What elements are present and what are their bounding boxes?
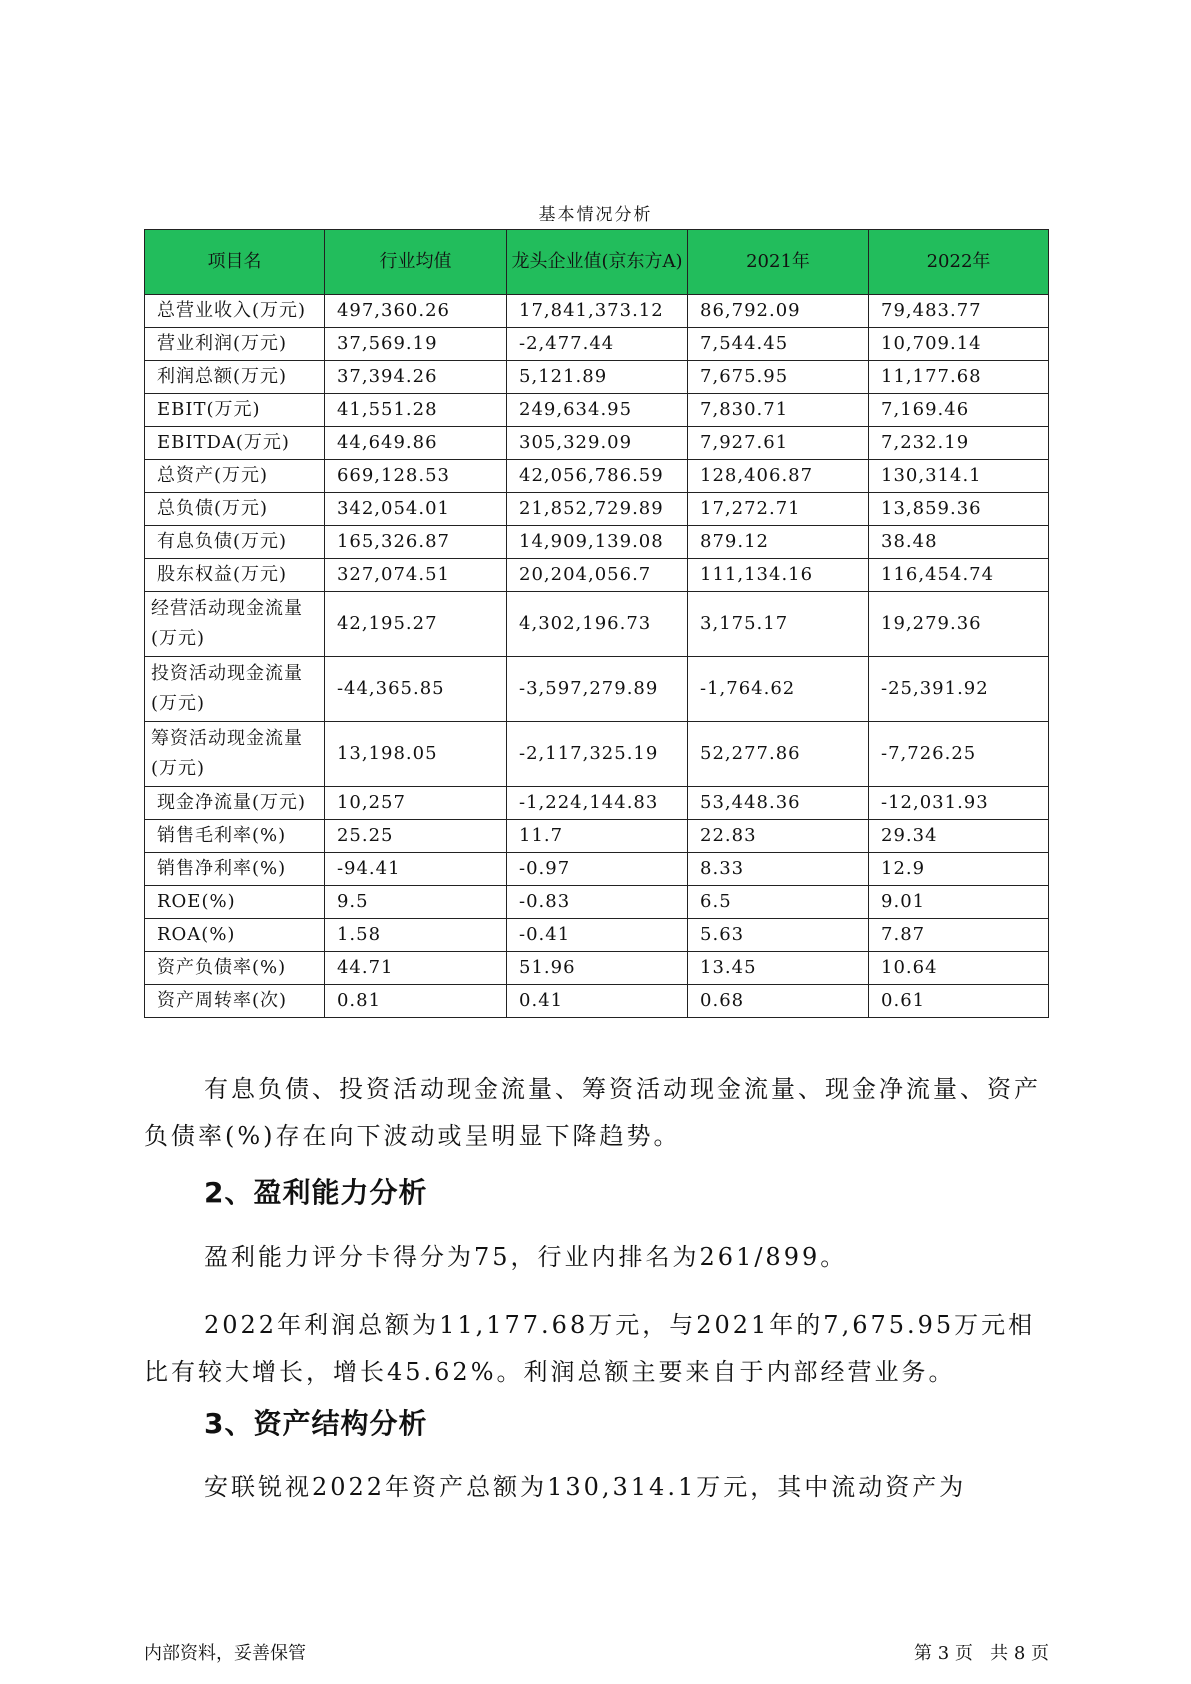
table-row xyxy=(145,361,1049,394)
cell-2022: 19,279.36 xyxy=(869,592,1049,657)
paragraph-score: 盈利能力评分卡得分为75，行业内排名为261/899。 xyxy=(204,1243,848,1271)
cell-industry-avg: 42,195.27 xyxy=(324,592,506,657)
cell-industry-avg: -44,365.85 xyxy=(324,657,506,722)
cell-industry-avg: 44,649.86 xyxy=(324,427,506,460)
cell-2021: 53,448.36 xyxy=(688,787,869,820)
cell-2022: -7,726.25 xyxy=(869,722,1049,787)
row-label: 经营活动现金流量(万元) xyxy=(145,592,325,657)
cell-leader-value: 17,841,373.12 xyxy=(507,295,688,328)
row-label: 现金净流量(万元) xyxy=(145,787,325,820)
cell-industry-avg: 497,360.26 xyxy=(324,295,506,328)
row-label: 总资产(万元) xyxy=(145,460,325,493)
page-current: 3 xyxy=(937,1643,950,1664)
cell-2021: 7,927.61 xyxy=(688,427,869,460)
cell-2021: 8.33 xyxy=(688,853,869,886)
cell-leader-value: -3,597,279.89 xyxy=(507,657,688,722)
cell-2021: 879.12 xyxy=(688,526,869,559)
paragraph-profit-growth: 2022年利润总额为11,177.68万元，与2021年的7,675.95万元相比有较大增长，增长45.62%。利润总额主要来自于内部经营业务。 xyxy=(144,1311,1036,1386)
cell-2022: 13,859.36 xyxy=(869,493,1049,526)
cell-2022: 9.01 xyxy=(869,886,1049,919)
cell-2021: 13.45 xyxy=(688,952,869,985)
cell-2021: 5.63 xyxy=(688,919,869,952)
cell-leader-value: -2,477.44 xyxy=(507,328,688,361)
footer-confidential-note: 内部资料，妥善保管 xyxy=(144,1643,306,1664)
row-label: 利润总额(万元) xyxy=(145,361,325,394)
cell-leader-value: 11.7 xyxy=(507,820,688,853)
section-heading-asset-structure: 3、资产结构分析 xyxy=(204,1407,428,1440)
row-label: 总负债(万元) xyxy=(145,493,325,526)
paragraph-total-assets: 安联锐视2022年资产总额为130,314.1万元，其中流动资产为 xyxy=(204,1473,967,1501)
section-heading-profitability: 2、盈利能力分析 xyxy=(204,1176,428,1209)
cell-industry-avg: -94.41 xyxy=(324,853,506,886)
cell-2021: 6.5 xyxy=(688,886,869,919)
cell-2021: 17,272.71 xyxy=(688,493,869,526)
cell-2021: -1,764.62 xyxy=(688,657,869,722)
cell-leader-value: 0.41 xyxy=(507,985,688,1018)
cell-2021: 7,544.45 xyxy=(688,328,869,361)
cell-leader-value: -0.83 xyxy=(507,886,688,919)
cell-leader-value: 249,634.95 xyxy=(507,394,688,427)
table-row xyxy=(145,787,1049,820)
cell-leader-value: 20,204,056.7 xyxy=(507,559,688,592)
cell-leader-value: 14,909,139.08 xyxy=(507,526,688,559)
cell-2022: 29.34 xyxy=(869,820,1049,853)
cell-leader-value: 42,056,786.59 xyxy=(507,460,688,493)
cell-leader-value: -0.97 xyxy=(507,853,688,886)
cell-2021: 7,675.95 xyxy=(688,361,869,394)
cell-2022: 116,454.74 xyxy=(869,559,1049,592)
table-row xyxy=(145,460,1049,493)
header-item-name: 项目名 xyxy=(145,230,325,295)
cell-2021: 7,830.71 xyxy=(688,394,869,427)
cell-2021: 52,277.86 xyxy=(688,722,869,787)
cell-industry-avg: 41,551.28 xyxy=(324,394,506,427)
cell-industry-avg: 37,394.26 xyxy=(324,361,506,394)
row-label: 销售净利率(%) xyxy=(145,853,325,886)
table-row xyxy=(145,394,1049,427)
cell-2021: 0.68 xyxy=(688,985,869,1018)
row-label: 有息负债(万元) xyxy=(145,526,325,559)
table-row xyxy=(145,328,1049,361)
cell-2021: 22.83 xyxy=(688,820,869,853)
cell-2022: 7,232.19 xyxy=(869,427,1049,460)
cell-industry-avg: 25.25 xyxy=(324,820,506,853)
table-row xyxy=(145,526,1049,559)
cell-industry-avg: 37,569.19 xyxy=(324,328,506,361)
cell-2022: 0.61 xyxy=(869,985,1049,1018)
row-label: EBIT(万元) xyxy=(145,394,325,427)
row-label: 营业利润(万元) xyxy=(145,328,325,361)
page-prefix: 第 xyxy=(913,1643,932,1664)
cell-2022: 12.9 xyxy=(869,853,1049,886)
table-row xyxy=(145,559,1049,592)
cell-2022: -25,391.92 xyxy=(869,657,1049,722)
cell-2022: 130,314.1 xyxy=(869,460,1049,493)
page-total-prefix: 共 xyxy=(990,1643,1009,1664)
cell-industry-avg: 9.5 xyxy=(324,886,506,919)
cell-2022: 7,169.46 xyxy=(869,394,1049,427)
cell-2022: 79,483.77 xyxy=(869,295,1049,328)
cell-2021: 111,134.16 xyxy=(688,559,869,592)
cell-2022: 11,177.68 xyxy=(869,361,1049,394)
table-row xyxy=(145,886,1049,919)
cell-2022: 7.87 xyxy=(869,919,1049,952)
cell-industry-avg: 13,198.05 xyxy=(324,722,506,787)
row-label: 投资活动现金流量(万元) xyxy=(145,657,325,722)
table-row xyxy=(145,952,1049,985)
cell-industry-avg: 327,074.51 xyxy=(324,559,506,592)
row-label: ROA(%) xyxy=(145,919,325,952)
table-row xyxy=(145,295,1049,328)
page-total: 8 xyxy=(1013,1643,1026,1664)
paragraph-decline-trend: 有息负债、投资活动现金流量、筹资活动现金流量、现金净流量、资产负债率(%)存在向下波动或呈明显下降趋势。 xyxy=(144,1075,1041,1150)
table-row xyxy=(145,985,1049,1018)
table-row xyxy=(145,722,1049,787)
cell-leader-value: 305,329.09 xyxy=(507,427,688,460)
table-row xyxy=(145,427,1049,460)
page-suffix: 页 xyxy=(1031,1643,1049,1664)
table-header-row xyxy=(145,230,1049,295)
row-label: 股东权益(万元) xyxy=(145,559,325,592)
cell-leader-value: 5,121.89 xyxy=(507,361,688,394)
row-label: 筹资活动现金流量(万元) xyxy=(145,722,325,787)
cell-leader-value: -1,224,144.83 xyxy=(507,787,688,820)
row-label: ROE(%) xyxy=(145,886,325,919)
header-leader-value: 龙头企业值(京东方A) xyxy=(507,230,688,295)
cell-2021: 86,792.09 xyxy=(688,295,869,328)
cell-industry-avg: 0.81 xyxy=(324,985,506,1018)
cell-2022: -12,031.93 xyxy=(869,787,1049,820)
cell-industry-avg: 44.71 xyxy=(324,952,506,985)
row-label: EBITDA(万元) xyxy=(145,427,325,460)
table-row xyxy=(145,493,1049,526)
cell-leader-value: -2,117,325.19 xyxy=(507,722,688,787)
cell-leader-value: 4,302,196.73 xyxy=(507,592,688,657)
cell-2021: 128,406.87 xyxy=(688,460,869,493)
page-number xyxy=(914,1639,1049,1665)
cell-industry-avg: 1.58 xyxy=(324,919,506,952)
cell-leader-value: 21,852,729.89 xyxy=(507,493,688,526)
row-label: 销售毛利率(%) xyxy=(145,820,325,853)
row-label: 资产负债率(%) xyxy=(145,952,325,985)
cell-industry-avg: 10,257 xyxy=(324,787,506,820)
table-row xyxy=(145,657,1049,722)
table-row xyxy=(145,820,1049,853)
cell-industry-avg: 669,128.53 xyxy=(324,460,506,493)
cell-2022: 38.48 xyxy=(869,526,1049,559)
cell-2022: 10,709.14 xyxy=(869,328,1049,361)
table-row xyxy=(145,919,1049,952)
cell-leader-value: 51.96 xyxy=(507,952,688,985)
table-caption: 基本情况分析 xyxy=(538,205,653,225)
header-2021: 2021年 xyxy=(688,230,869,295)
header-2022: 2022年 xyxy=(869,230,1049,295)
row-label: 资产周转率(次) xyxy=(145,985,325,1018)
header-industry-avg: 行业均值 xyxy=(324,230,506,295)
table-row xyxy=(145,592,1049,657)
cell-industry-avg: 342,054.01 xyxy=(324,493,506,526)
page-mid: 页 xyxy=(954,1643,973,1664)
cell-industry-avg: 165,326.87 xyxy=(324,526,506,559)
cell-2022: 10.64 xyxy=(869,952,1049,985)
financial-table xyxy=(144,229,1049,1018)
row-label: 总营业收入(万元) xyxy=(145,295,325,328)
cell-2021: 3,175.17 xyxy=(688,592,869,657)
table-row xyxy=(145,853,1049,886)
cell-leader-value: -0.41 xyxy=(507,919,688,952)
